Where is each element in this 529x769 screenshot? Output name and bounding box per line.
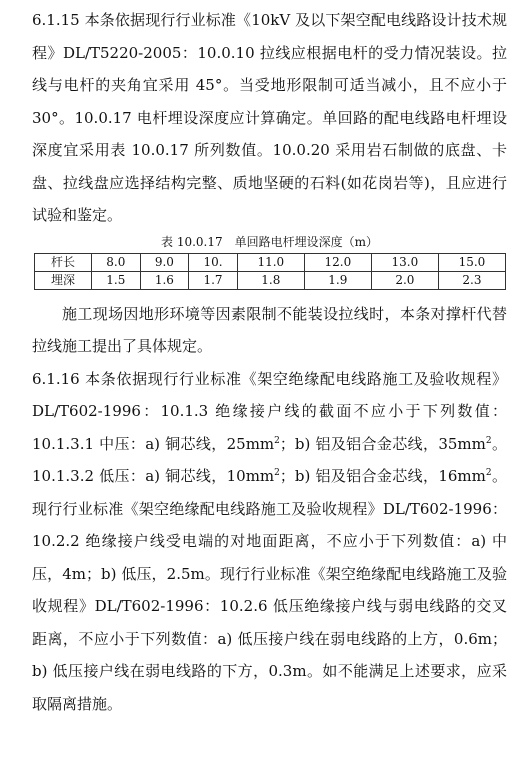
table-cell: 1.6 [140,271,189,289]
table-cell: 12.0 [304,253,371,271]
table-cell: 15.0 [438,253,505,271]
table-cell: 2.0 [371,271,438,289]
paragraph-6-1-16 [32,363,507,721]
table-cell: 2.3 [438,271,505,289]
text-segment: 。10.1.3.2 低压：a) 铜芯线，10mm [32,434,507,485]
table-cell: 10. [189,253,238,271]
note-paragraph: 施工现场因地形环境等因素限制不能装设拉线时，本条对撑杆代替拉线施工提出了具体规定。 [32,304,507,355]
superscript: 2 [274,468,280,478]
text-segment: ；b) 铝及铝合金芯线，35mm [279,434,486,453]
text-segment: ；b) 铝及铝合金芯线，16mm [279,467,486,485]
table-cell: 1.7 [189,271,238,289]
superscript: 2 [274,435,280,446]
table-cell: 9.0 [140,253,189,271]
row-header-length: 杆长 [35,253,92,271]
text-segment: 。现行行业标准《架空绝缘配电线路施工及验收规程》DL/T602-1996：10.2.2 绝缘接户线受电端的对地面距离，不应小于下列数值：a) 中压，4m；b) 低压，2.5m。现行行业标准《架空绝缘配电线路施工及验收规程》DL/T602-1996：10.2.6 低压绝缘接户线与弱电线路的交叉距离，不应小于下列数值：a) 低压接户线在弱电线路的上方，0.6m；b) 低压接户线在弱电线路的下方，0.3m。如不能满足上述要求，应采取隔离措施。 [32,467,507,713]
table-row-length [35,253,506,271]
row-header-depth: 埋深 [35,271,92,289]
table-cell: 13.0 [371,253,438,271]
table-cell: 11.0 [237,253,304,271]
table-cell: 1.9 [304,271,371,289]
paragraph-6-1-15: 6.1.15 本条依据现行行业标准《10kV 及以下架空配电线路设计技术规程》DL/T5220-2005：10.0.10 拉线应根据电杆的受力情况装设。拉线与电杆的夹角宜采用 45°。当受地形限制可适当减小，且不应小于 30°。10.0.17 电杆埋设深度应计算确定。单回路的配电线路电杆埋设深度宜采用表 10.0.17 所列数值。10.0.20 采用岩石制做的底盘、卡盘、拉线盘应选择结构完整、质地坚硬的石料(如花岗岩等)，且应进行试验和鉴定。 [32,11,507,224]
table-row-depth [35,271,506,289]
table-cell: 1.5 [92,271,141,289]
table-cell: 8.0 [92,253,141,271]
table-caption: 表 10.0.17 单回路电杆埋设深度（m） [161,234,378,249]
pole-depth-table [34,253,506,290]
text-segment: 6.1.16 本条依据现行行业标准《架空绝缘配电线路施工及验收规程》DL/T602-1996：10.1.3 绝缘接户线的截面不应小于下列数值：10.1.3.1 中压：a) 铜芯线，25mm [32,369,507,453]
superscript: 2 [485,435,492,446]
table-cell: 1.8 [237,271,304,289]
superscript: 2 [485,468,492,478]
